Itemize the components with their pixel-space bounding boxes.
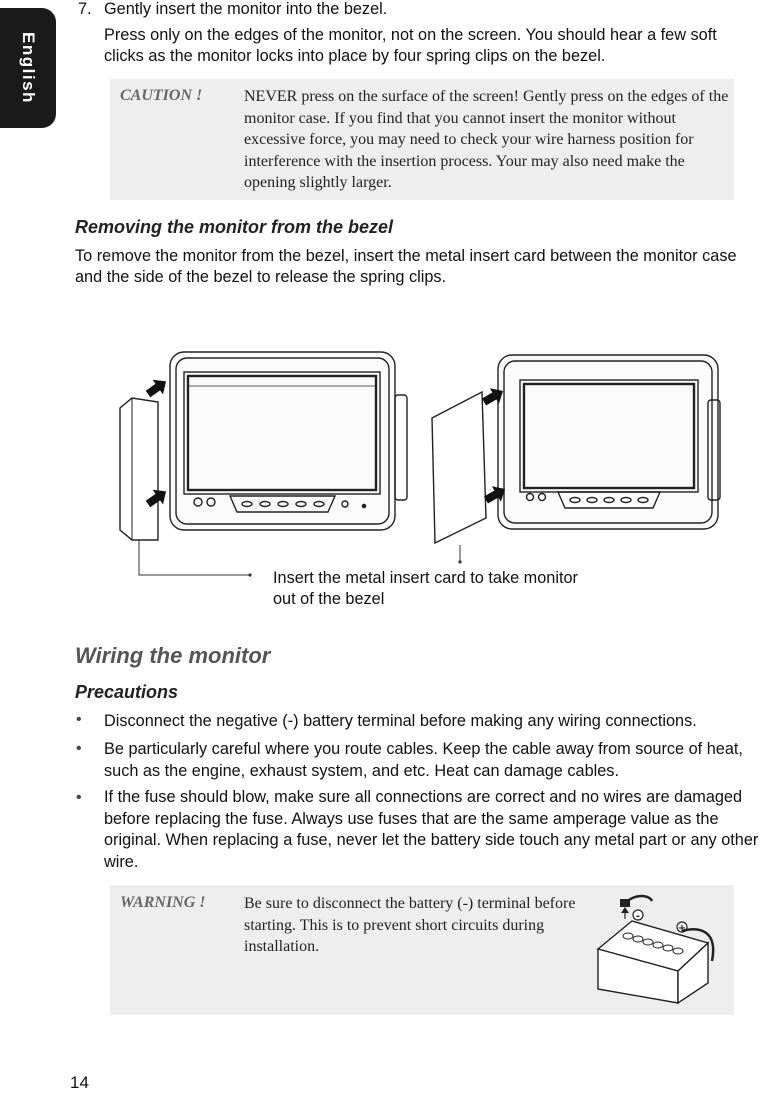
language-tab-label: English bbox=[19, 32, 38, 104]
precautions-heading: Precautions bbox=[75, 682, 179, 702]
wiring-heading: Wiring the monitor bbox=[75, 643, 271, 668]
figure-caption-line2: out of the bezel bbox=[273, 590, 385, 608]
caution-box bbox=[110, 79, 734, 200]
precaution-item-3: If the fuse should blow, make sure all connections are correct and no wires are damaged before replacing the fuse. Always use fuses that are the same amperage value as the original. When replacing a fuse, never let the battery side touch any metal part or any other wire. bbox=[104, 788, 759, 871]
precaution-item-1: Disconnect the negative (-) battery terminal before making any wiring connections. bbox=[104, 712, 697, 730]
step-body: Press only on the edges of the monitor, not on the screen. You should hear a few soft clicks as the monitor locks into place by four spring clips on the bezel. bbox=[104, 26, 717, 65]
bullet-marker: • bbox=[76, 711, 82, 728]
removing-heading: Removing the monitor from the bezel bbox=[75, 217, 394, 237]
bullet-marker: • bbox=[76, 789, 82, 806]
removing-text: To remove the monitor from the bezel, insert the metal insert card between the monitor case and the side of the bezel to release the spring clips. bbox=[75, 247, 737, 286]
language-tab bbox=[0, 8, 56, 128]
figure-caption-line1: Insert the metal insert card to take monitor bbox=[273, 569, 578, 587]
battery-minus-label: - bbox=[635, 911, 641, 922]
warning-label: WARNING ! bbox=[120, 894, 206, 911]
caution-text: NEVER press on the surface of the screen! Gently press on the edges of the monitor case. If you find that you cannot insert the monitor without excessive force, you may need to check your wire harness position for interference with the insertion process. Your may also need make the opening slightly larger. bbox=[244, 88, 729, 191]
bullet-marker: • bbox=[76, 740, 82, 757]
flat-insert-card bbox=[432, 392, 486, 543]
battery-illustration bbox=[590, 891, 730, 1011]
step-number: 7. bbox=[78, 0, 92, 18]
page-number: 14 bbox=[70, 1073, 89, 1092]
step-title: Gently insert the monitor into the bezel. bbox=[104, 0, 388, 18]
right-monitor bbox=[498, 355, 720, 529]
left-monitor bbox=[170, 352, 407, 530]
left-insert-card bbox=[120, 398, 158, 540]
warning-box bbox=[110, 885, 734, 1015]
warning-text: Be sure to disconnect the battery (-) terminal before starting. This is to prevent short circuits during installation. bbox=[244, 895, 576, 955]
caution-label: CAUTION ! bbox=[120, 87, 203, 104]
battery-plus-label: + bbox=[677, 923, 687, 934]
precaution-item-2: Be particularly careful where you route cables. Keep the cable away from source of heat, such as the engine, exhaust system, and etc. Heat can damage cables. bbox=[104, 740, 743, 780]
